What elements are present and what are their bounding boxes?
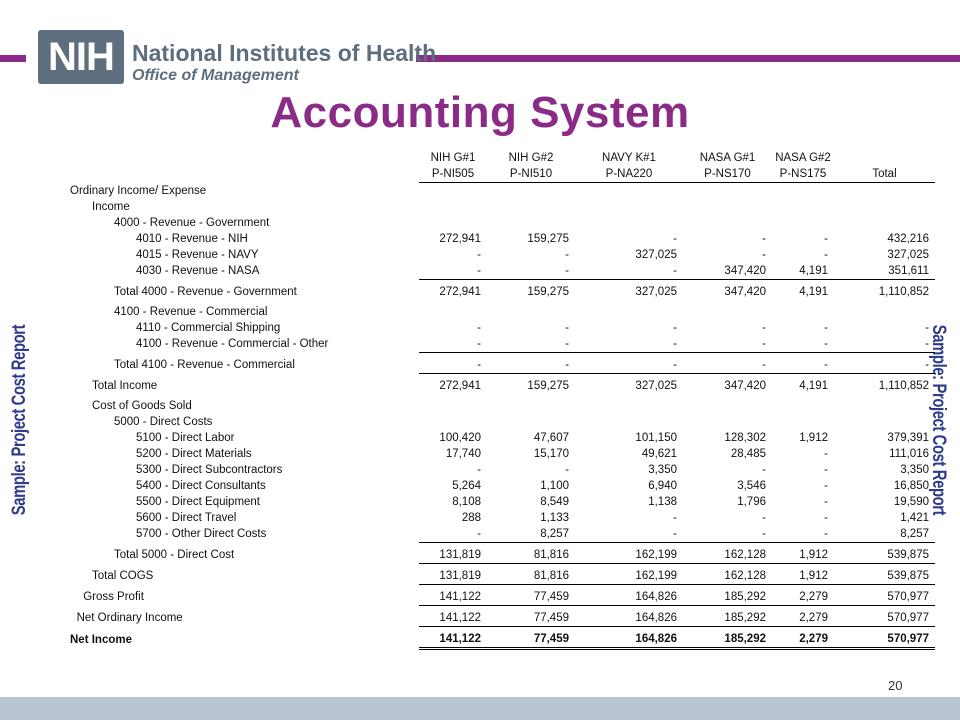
cell-value (683, 398, 772, 414)
cell-value: - (673, 512, 677, 524)
cell-value: 6,940 (648, 480, 677, 492)
cell-value: - (575, 357, 683, 374)
table-row (60, 231, 935, 247)
cell-value (419, 183, 487, 200)
page-number: 20 (888, 678, 903, 693)
cell-value: 162,128 (683, 547, 772, 564)
row-label: Total Income (92, 380, 158, 392)
cell-value: 77,459 (487, 631, 575, 649)
table-row (60, 568, 935, 585)
table-row (60, 378, 935, 394)
cell-value: - (834, 357, 935, 374)
cell-value: 1,912 (799, 432, 828, 444)
cell-value: 3,546 (737, 480, 766, 492)
cell-value: 77,459 (487, 610, 575, 627)
cell-value: - (419, 357, 487, 374)
cell-value: - (772, 336, 834, 353)
cell-value (419, 304, 487, 320)
table-row (60, 510, 935, 526)
cell-value: 272,941 (439, 380, 481, 392)
cell-value: 164,826 (575, 589, 683, 606)
cell-value: 49,621 (641, 448, 677, 460)
side-label-right-text: Sample: Project Cost Report (928, 324, 949, 516)
cell-value: 159,275 (527, 286, 569, 298)
cell-value: 16,850 (893, 480, 929, 492)
table-row (60, 357, 935, 374)
cell-value (772, 199, 834, 215)
cell-value: - (575, 336, 683, 353)
col-header-3: NAVY K#1 (602, 152, 656, 164)
cell-value (772, 183, 834, 200)
cell-value: - (834, 336, 935, 353)
cell-value: 1,110,852 (878, 380, 929, 392)
cell-value (575, 183, 683, 200)
row-label: Gross Profit (83, 591, 144, 604)
side-label-left (4, 320, 36, 520)
cell-value: - (925, 322, 929, 334)
cell-value: - (824, 322, 828, 334)
cell-value: 15,170 (533, 448, 569, 460)
cell-value (419, 215, 487, 231)
cell-value (683, 183, 772, 200)
cell-value: - (762, 233, 766, 245)
row-label: Total 4000 - Revenue - Government (114, 286, 297, 298)
cell-value (419, 398, 487, 414)
column-header-row-2 (60, 166, 935, 183)
cell-value: 272,941 (439, 233, 481, 245)
cell-value: 131,819 (419, 547, 487, 564)
cell-value (834, 398, 935, 414)
cell-value: 111,016 (889, 448, 929, 460)
cell-value: 327,025 (887, 249, 929, 261)
cell-value: 100,420 (439, 432, 481, 444)
table-row (60, 446, 935, 462)
cell-value (683, 199, 772, 215)
cell-value: 19,590 (893, 496, 929, 508)
header-spacer (60, 150, 419, 166)
cell-value: 4,191 (799, 380, 828, 392)
col-code-2: P-NI510 (487, 166, 575, 183)
cell-value (575, 304, 683, 320)
row-label: 5700 - Other Direct Costs (136, 528, 267, 541)
table-row (60, 199, 935, 215)
cell-value: - (683, 336, 772, 353)
row-label: 4100 - Revenue - Commercial (114, 306, 268, 318)
cell-value: 141,122 (419, 610, 487, 627)
row-label: Income (92, 201, 130, 213)
header-rule-left (0, 55, 26, 62)
cell-value: 162,128 (683, 568, 772, 585)
cell-value (487, 304, 575, 320)
cell-value: 128,302 (724, 432, 766, 444)
cell-value: 1,110,852 (878, 286, 929, 298)
cell-value (772, 215, 834, 231)
cell-value: 327,025 (635, 380, 677, 392)
table-row (60, 336, 935, 353)
cell-value (419, 414, 487, 430)
cell-value (487, 398, 575, 414)
cell-value (834, 183, 935, 200)
table-row (60, 414, 935, 430)
row-label: Total COGS (92, 570, 154, 583)
cell-value: - (762, 322, 766, 334)
row-label: Cost of Goods Sold (92, 400, 192, 412)
row-label: 4010 - Revenue - NIH (136, 233, 248, 245)
row-label: Ordinary Income/ Expense (70, 184, 207, 197)
cell-value: - (762, 512, 766, 524)
cell-value: 162,199 (575, 568, 683, 585)
cell-value: 5,264 (452, 480, 481, 492)
cell-value: 185,292 (683, 589, 772, 606)
cell-value: - (419, 263, 487, 280)
col-code-5: P-NS175 (772, 166, 834, 183)
cell-value: - (824, 448, 828, 460)
cell-value (575, 215, 683, 231)
cell-value: 2,279 (772, 589, 834, 606)
cell-value: - (673, 322, 677, 334)
row-label: 5600 - Direct Travel (136, 512, 237, 524)
column-header-row-1 (60, 150, 935, 166)
col-header-2: NIH G#2 (508, 152, 554, 164)
cell-value: 159,275 (527, 233, 569, 245)
table-row (60, 610, 935, 627)
cell-value: - (575, 526, 683, 543)
row-label: 5400 - Direct Consultants (136, 480, 266, 492)
cell-value: - (824, 480, 828, 492)
row-label: 5100 - Direct Labor (136, 432, 235, 444)
cell-value: - (487, 336, 575, 353)
cell-value: 4,191 (772, 263, 834, 280)
cell-value: - (575, 263, 683, 280)
cell-value: 162,199 (575, 547, 683, 564)
cell-value: - (824, 512, 828, 524)
cell-value: 164,826 (575, 610, 683, 627)
cell-value: 185,292 (683, 631, 772, 649)
cell-value: 1,421 (900, 512, 929, 524)
col-header-6 (834, 150, 935, 166)
cell-value (487, 414, 575, 430)
row-label: 4030 - Revenue - NASA (136, 265, 260, 278)
cell-value: 570,977 (834, 589, 935, 606)
nih-logo: NIH (38, 30, 124, 84)
cell-value (772, 414, 834, 430)
cell-value: - (683, 526, 772, 543)
cell-value (834, 215, 935, 231)
cell-value: - (673, 233, 677, 245)
cell-value: 17,740 (445, 448, 481, 460)
cell-value (683, 414, 772, 430)
table-row (60, 589, 935, 606)
cell-value: - (762, 464, 766, 476)
cell-value: 81,816 (487, 568, 575, 585)
cell-value: 2,279 (772, 610, 834, 627)
row-label: Net Income (70, 633, 132, 646)
header-spacer (60, 166, 419, 183)
cell-value: 141,122 (419, 589, 487, 606)
cell-value: 8,549 (540, 496, 569, 508)
cell-value: - (565, 249, 569, 261)
cell-value: - (762, 249, 766, 261)
cell-value: 28,485 (730, 448, 766, 460)
cell-value: 432,216 (887, 233, 929, 245)
cell-value: 1,133 (540, 512, 569, 524)
cell-value: 570,977 (834, 610, 935, 627)
table-row (60, 494, 935, 510)
row-label: 4110 - Commercial Shipping (136, 322, 281, 334)
col-code-1: P-NI505 (419, 166, 487, 183)
cell-value (575, 199, 683, 215)
table-row (60, 215, 935, 231)
cell-value: 8,257 (834, 526, 935, 543)
cell-value (834, 414, 935, 430)
cell-value: 77,459 (487, 589, 575, 606)
col-header-5: NASA G#2 (775, 152, 831, 164)
col-code-3: P-NA220 (575, 166, 683, 183)
cell-value: - (419, 336, 487, 353)
cell-value: - (477, 249, 481, 261)
cell-value: 185,292 (683, 610, 772, 627)
cell-value: 1,912 (772, 568, 834, 585)
cell-value: - (772, 357, 834, 374)
row-label: 5500 - Direct Equipment (136, 496, 261, 508)
table-row (60, 247, 935, 263)
row-label: Total 5000 - Direct Cost (114, 549, 235, 562)
side-label-left-text: Sample: Project Cost Report (9, 324, 30, 516)
row-label: 4100 - Revenue - Commercial - Other (136, 338, 329, 351)
cell-value: 1,138 (648, 496, 677, 508)
cell-value: 8,257 (487, 526, 575, 543)
cell-value: 272,941 (439, 286, 481, 298)
col-code-4: P-NS170 (683, 166, 772, 183)
table-row (60, 631, 935, 649)
cell-value: 288 (461, 512, 481, 524)
col-header-1: NIH G#1 (430, 152, 476, 164)
cell-value: 570,977 (834, 631, 935, 649)
cell-value (575, 414, 683, 430)
cell-value (575, 398, 683, 414)
cell-value: 2,279 (772, 631, 834, 649)
cell-value: 3,350 (648, 464, 677, 476)
row-label: Net Ordinary Income (76, 612, 183, 625)
cell-value: 141,122 (419, 631, 487, 649)
cell-value: 539,875 (834, 568, 935, 585)
cell-value: - (683, 357, 772, 374)
cell-value: - (772, 526, 834, 543)
cell-value: 131,819 (419, 568, 487, 585)
cell-value (683, 304, 772, 320)
cell-value: - (487, 357, 575, 374)
footer-bar (0, 697, 960, 720)
row-label: 5000 - Direct Costs (114, 416, 213, 428)
cell-value: 1,796 (737, 496, 766, 508)
cell-value: 47,607 (533, 432, 569, 444)
cell-value: 347,420 (724, 380, 766, 392)
org-office: Office of Management (132, 67, 299, 84)
row-label: 4000 - Revenue - Government (114, 217, 270, 229)
table-row (60, 263, 935, 280)
table-row (60, 284, 935, 300)
cell-value: 164,826 (575, 631, 683, 649)
cost-report-table (60, 150, 935, 650)
cell-value: 347,420 (724, 286, 766, 298)
cell-value: - (565, 464, 569, 476)
cell-value: - (565, 322, 569, 334)
cell-value (683, 215, 772, 231)
cell-value: 8,108 (452, 496, 481, 508)
header-rule-right (416, 55, 960, 62)
table-row (60, 526, 935, 543)
cell-value: 1,100 (540, 480, 569, 492)
cell-value (772, 398, 834, 414)
table-row (60, 398, 935, 414)
cell-value: 81,816 (487, 547, 575, 564)
cell-value: - (477, 464, 481, 476)
cell-value: 101,150 (635, 432, 677, 444)
cell-value: - (824, 496, 828, 508)
row-label: 5300 - Direct Subcontractors (136, 464, 283, 476)
row-label: Total 4100 - Revenue - Commercial (114, 359, 295, 372)
cell-value (487, 199, 575, 215)
cell-value: 379,391 (887, 432, 929, 444)
cell-value (487, 215, 575, 231)
cell-value: - (824, 233, 828, 245)
table-row (60, 320, 935, 336)
cell-value (834, 304, 935, 320)
cell-value (419, 199, 487, 215)
table-row (60, 304, 935, 320)
page-title: Accounting System (270, 88, 690, 137)
cell-value: - (419, 526, 487, 543)
row-label: 5200 - Direct Materials (136, 448, 252, 460)
cell-value: 539,875 (834, 547, 935, 564)
cell-value: 327,025 (635, 249, 677, 261)
table-row (60, 430, 935, 446)
cell-value: 159,275 (527, 380, 569, 392)
table-row (60, 183, 935, 200)
cell-value (772, 304, 834, 320)
cell-value: 4,191 (799, 286, 828, 298)
table-row (60, 547, 935, 564)
cell-value: 1,912 (772, 547, 834, 564)
row-label: 4015 - Revenue - NAVY (136, 249, 259, 261)
cell-value: 347,420 (683, 263, 772, 280)
cell-value: 3,350 (900, 464, 929, 476)
table-row (60, 462, 935, 478)
cell-value (487, 183, 575, 200)
org-name: National Institutes of Health (132, 40, 437, 66)
cell-value (834, 199, 935, 215)
cell-value: 327,025 (635, 286, 677, 298)
col-header-4: NASA G#1 (699, 152, 756, 164)
col-code-6: Total (834, 166, 935, 183)
cell-value: - (824, 249, 828, 261)
cell-value: - (477, 322, 481, 334)
cell-value: - (824, 464, 828, 476)
cell-value: 351,611 (834, 263, 935, 280)
table-row (60, 478, 935, 494)
cell-value: - (487, 263, 575, 280)
